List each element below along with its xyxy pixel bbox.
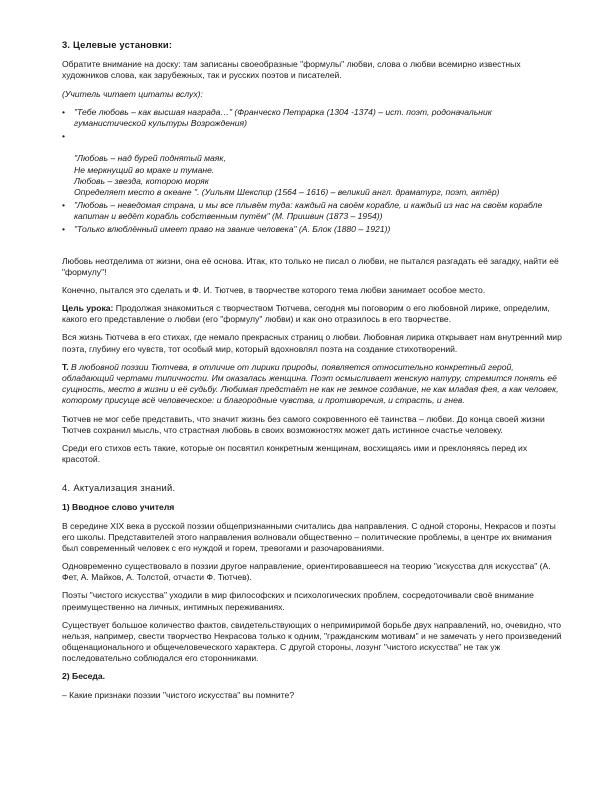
quote-item (62, 107, 562, 129)
paragraph: Конечно, пытался это сделать и Ф. И. Тютчев, в творчестве которого тема любви занимает особое место. (62, 284, 486, 295)
bullet-icon: • (62, 106, 66, 117)
paragraph: Вся жизнь Тютчева в его стихах, где немало прекрасных страниц о любви. Любовная лирика открывает нам внутренний мир поэта, глубину его чувств, тот особый мир, который вдохновлял поэта на создание стихотворений. (62, 332, 562, 354)
teacher-remark (62, 362, 562, 407)
bullet-icon: • (62, 224, 66, 235)
bullet-icon: • (62, 131, 66, 142)
teacher-note: (Учитель читает цитаты вслух): (62, 88, 203, 99)
section-4-heading: 4. Актуализация знаний. (62, 482, 176, 494)
section-3-heading: 3. Целевые установки: (62, 39, 173, 50)
paragraph: Среди его стихов есть такие, которые он посвятил конкретным женщинам, восхищаясь ими и преклоняясь перед их красотой. (62, 442, 528, 465)
document-content (62, 39, 562, 708)
quotes-list (62, 107, 562, 236)
lesson-goal-label: Цель урока: (62, 303, 114, 314)
quote-text: "Только влюблённый имеет право на звание человека" (А. Блок (1880 – 1921)) (74, 224, 391, 235)
paragraph: В середине XIX века в русской поэзии общепризнанными считались два направления. С одной стороны, Некрасов и поэты его школы. Представителей этого направления волновали общественно – политические проблемы, в центре их внимания был современный человек с его нуждой и горем, тревогами и разочарованиями. (62, 520, 556, 553)
paragraph: Существует большое количество фактов, свидетельствующих о непримиримой борьбе двух направлений, но, очевидно, что нельзя, например, свести творчество Некрасова только к одним, "гражданским мотивам" и не замечать у него произведений общенационального и общечеловеческого характера. С другой стороны, лозунг "чистого искусства" не так уж последовательно соблюдался его сторонниками. (62, 619, 562, 664)
subheading: 1) Вводное слово учителя (62, 502, 175, 513)
subheading: 2) Беседа. (62, 671, 106, 682)
question: – Какие признаки поэзии "чистого искусства" вы помните? (62, 689, 295, 700)
quote-item (62, 200, 562, 222)
paragraph: Одновременно существовало в поэзии другое направление, ориентировавшееся на теорию "искусства для искусства" (А. Фет, А. Майков, А. Толстой, отчасти Ф. Тютчев). (62, 561, 551, 583)
quote-item (62, 131, 562, 198)
bullet-icon: • (62, 200, 66, 211)
teacher-remark-text: В любовной поэзии Тютчева, в отличие от лирики природы, появляется относительно конкретный герой, обладающий чертами типичности. Им оказалась женщина. Поэт осмысливает женскую натуру, стремится понять её сущность, место в жизни и её судьбу. Любимая предстаёт не как не земное создание, не как младая фея, а как человек, которому присуще всё человеческое: и благородные чувства, и противоречия, и страсть, и гнев. (62, 361, 559, 406)
section-3-intro: Обратите внимание на доску: там записаны своеобразные "формулы" любви, слова о любви всемирно известных художников слова, как зарубежных, так и русских поэтов и писателей. (62, 59, 521, 81)
paragraph: Поэты "чистого искусства" уходили в мир философских и психологических проблем, сосредоточивали своё внимание преимущественно на личных, интимных переживаниях. (62, 590, 534, 612)
lesson-goal (62, 303, 562, 325)
quote-text: "Тебе любовь – как высшая награда…" (Франческо Петрарка (1304 -1374) – ист. поэт, родоначальник гуманистической культуры Возрождения) (74, 106, 492, 128)
quote-text: "Любовь – над бурей поднятый маяк, Не меркнущий во мраке и тумане. Любовь – звезда, которою моряк Определяет место в океане ". (Уильям Шекспир (1564 – 1616) – великий англ. драматург, поэт, актёр) (74, 153, 500, 197)
quote-text: "Любовь – неведомая страна, и мы все плывём туда: каждый на своём корабле, и каждый из нас на своём корабле капитан и ведёт корабль собственным путём" (М. Пришвин (1873 – 1954)) (74, 200, 543, 222)
lesson-goal-text: Продолжая знакомиться с творчеством Тютчева, сегодня мы поговорим о его любовной лирике, определим, какого его представление о любви (его "формулу" любви) и как оно отразилось в его творчестве. (62, 303, 550, 325)
paragraph: Любовь неотделима от жизни, она её основа. Итак, кто только не писал о любви, не пытался разгадать её загадку, найти её "формулу"! (62, 255, 559, 277)
teacher-remark-label: Т. (62, 361, 69, 372)
quote-item (62, 224, 562, 235)
paragraph: Тютчев не мог себе представить, что значит жизнь без самого сокровенного её таинства – любви. До конца своей жизни Тютчев сохранил мысль, что страстная любовь в своих возможностях может дать истинное счастье человеку. (62, 413, 545, 435)
